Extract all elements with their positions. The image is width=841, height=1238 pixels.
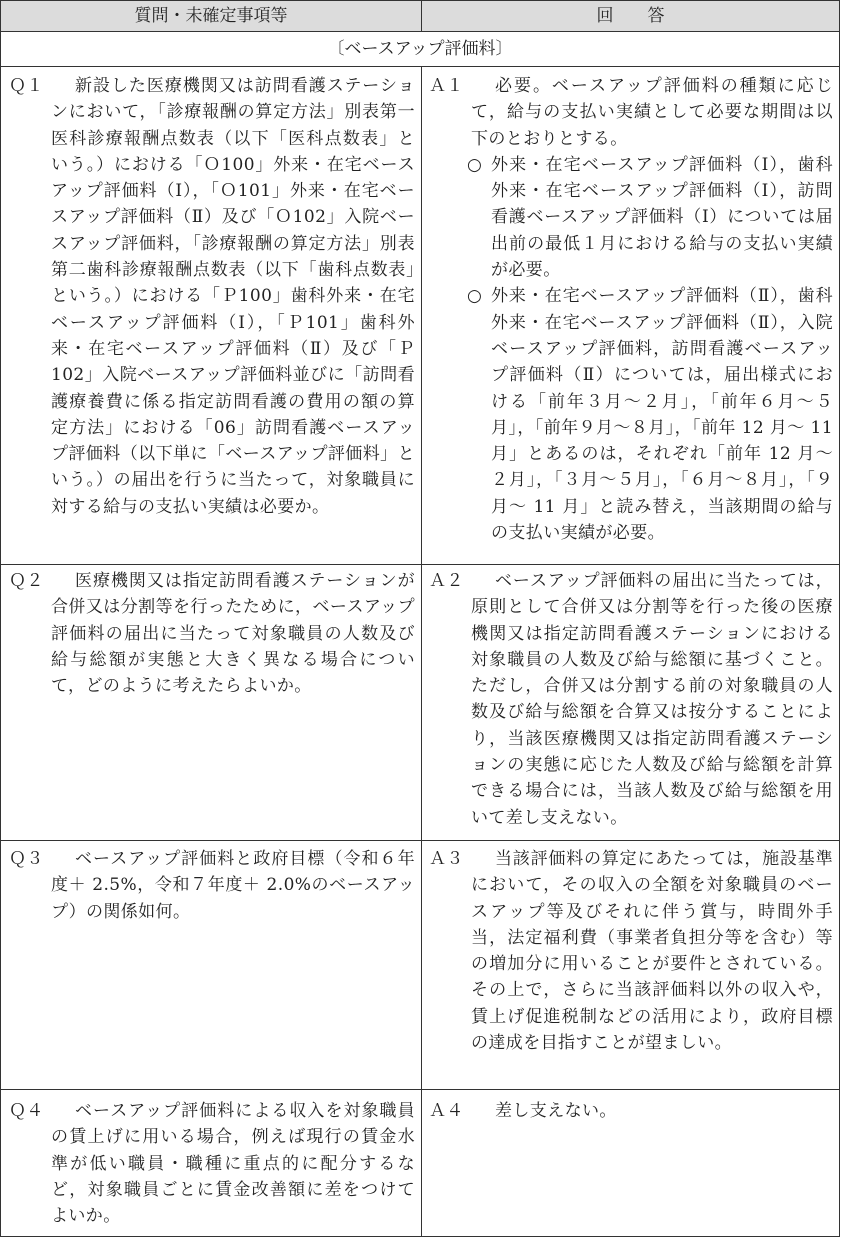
row-divider xyxy=(1,840,839,841)
answer-label: Ａ２ xyxy=(429,571,464,591)
question-cell xyxy=(9,568,415,699)
question-label: Ｑ３ xyxy=(9,849,44,869)
table-header xyxy=(1,1,839,32)
answer-label: Ａ４ xyxy=(429,1101,464,1121)
answer-text: 差し支えない。 xyxy=(495,1101,617,1121)
answer-cell xyxy=(429,568,833,831)
question-cell xyxy=(9,1098,415,1229)
list-item xyxy=(429,152,833,283)
section-divider xyxy=(1,66,839,67)
answer-bullet-list xyxy=(429,152,833,546)
column-divider xyxy=(421,67,422,1237)
bullet-circle-icon: ○ xyxy=(467,154,483,175)
header-question-column: 質問・未確定事項等 xyxy=(134,6,288,26)
answer-label: Ａ１ xyxy=(429,76,464,96)
header-answer-column: 回 答 xyxy=(596,6,665,26)
bullet-circle-icon: ○ xyxy=(467,286,483,307)
bullet-text: 外来・在宅ベースアップ評価料（Ⅱ），歯科外来・在宅ベースアップ評価料（Ⅱ），入院ベースアップ評価料，訪問看護ベースアップ評価料（Ⅱ）については，届出様式における「前年３月～２月」，「前年６月～５月」，「前年９月～８月」，「前年 12 月～ 11 月」とあるのは，それぞれ「前年 12 月～２月」，「３月～５月」，「６月～８月」，「９月～ 11 月」と読み替え，当該期間の給与の支払い実績が必要。 xyxy=(491,286,833,544)
answer-cell xyxy=(429,73,833,546)
question-label: Ｑ１ xyxy=(9,76,44,96)
row-divider xyxy=(1,564,839,565)
bullet-text: 外来・在宅ベースアップ評価料（Ⅰ），歯科外来・在宅ベースアップ評価料（Ⅰ），訪問看護ベースアップ評価料（Ⅰ）については届出前の最低１月における給与の支払い実績が必要。 xyxy=(491,154,833,281)
section-title: 〔ベースアップ評価料〕 xyxy=(327,39,513,59)
answer-cell xyxy=(429,846,833,1056)
answer-text: ベースアップ評価料の届出に当たっては，原則として合併又は分割等を行った後の医療機関又は指定訪問看護ステーションにおける対象職員の人数及び給与総額に基づくこと。ただし，合併又は分割する前の対象職員の人数及び給与総額を合算又は按分することにより，当該医療機関又は指定訪問看護ステーションの実態に応じた人数及び給与総額を計算できる場合には，当該人数及び給与総額を用いて差し支えない。 xyxy=(471,571,833,828)
answer-text: 必要。ベースアップ評価料の種類に応じて，給与の支払い実績として必要な期間は以下のとおりとする。 xyxy=(471,76,833,149)
answer-text: 当該評価料の算定にあたっては，施設基準において，その収入の全額を対象職員のベースアップ等及びそれに伴う賞与，時間外手当，法定福利費（事業者負担分等を含む）等の増加分に用いることが要件とされている。その上で，さらに当該評価料以外の収入や，賃上げ促進税制などの活用により，政府目標の達成を目指すことが望ましい。 xyxy=(471,849,833,1054)
question-text: 医療機関又は指定訪問看護ステーションが合併又は分割等を行ったために，ベースアップ評価料の届出に当たって対象職員の人数及び給与総額が実態と大きく異なる場合について，どのように考えたらよいか。 xyxy=(51,571,415,697)
question-text: 新設した医療機関又は訪問看護ステーションにおいて，「診療報酬の算定方法」別表第一医科診療報酬点数表（以下「医科点数表」という。）における「Ｏ100」外来・在宅ベースアップ評価料（Ⅰ），「Ｏ101」外来・在宅ベースアップ評価料（Ⅱ）及び「Ｏ102」入院ベースアップ評価料，「診療報酬の算定方法」別表第二歯科診療報酬点数表（以下「歯科点数表」という。）における「Ｐ100」歯科外来・在宅ベースアップ評価料（Ⅰ），「Ｐ101」歯科外来・在宅ベースアップ評価料（Ⅱ）及び「Ｐ102」入院ベースアップ評価料並びに「訪問看護療養費に係る指定訪問看護の費用の額の算定方法」における「06」訪問看護ベースアップ評価料（以下単に「ベースアップ評価料」という。）の届出を行うに当たって，対象職員に対する給与の支払い実績は必要か。 xyxy=(51,76,415,517)
question-label: Ｑ４ xyxy=(9,1101,44,1121)
answer-cell xyxy=(429,1098,833,1124)
answer-label: Ａ３ xyxy=(429,849,464,869)
question-label: Ｑ２ xyxy=(9,571,44,591)
question-text: ベースアップ評価料による収入を対象職員の賃上げに用いる場合，例えば現行の賃金水準が低い職員・職種に重点的に配分するなど，対象職員ごとに賃金改善額に差をつけてよいか。 xyxy=(51,1101,415,1227)
question-cell xyxy=(9,846,415,925)
row-divider xyxy=(1,1089,839,1090)
header-divider xyxy=(421,1,422,31)
list-item xyxy=(429,283,833,546)
question-text: ベースアップ評価料と政府目標（令和６年度＋ 2.5%，令和７年度＋ 2.0%のベースアップ）の関係如何。 xyxy=(51,849,415,922)
question-cell xyxy=(9,73,415,520)
